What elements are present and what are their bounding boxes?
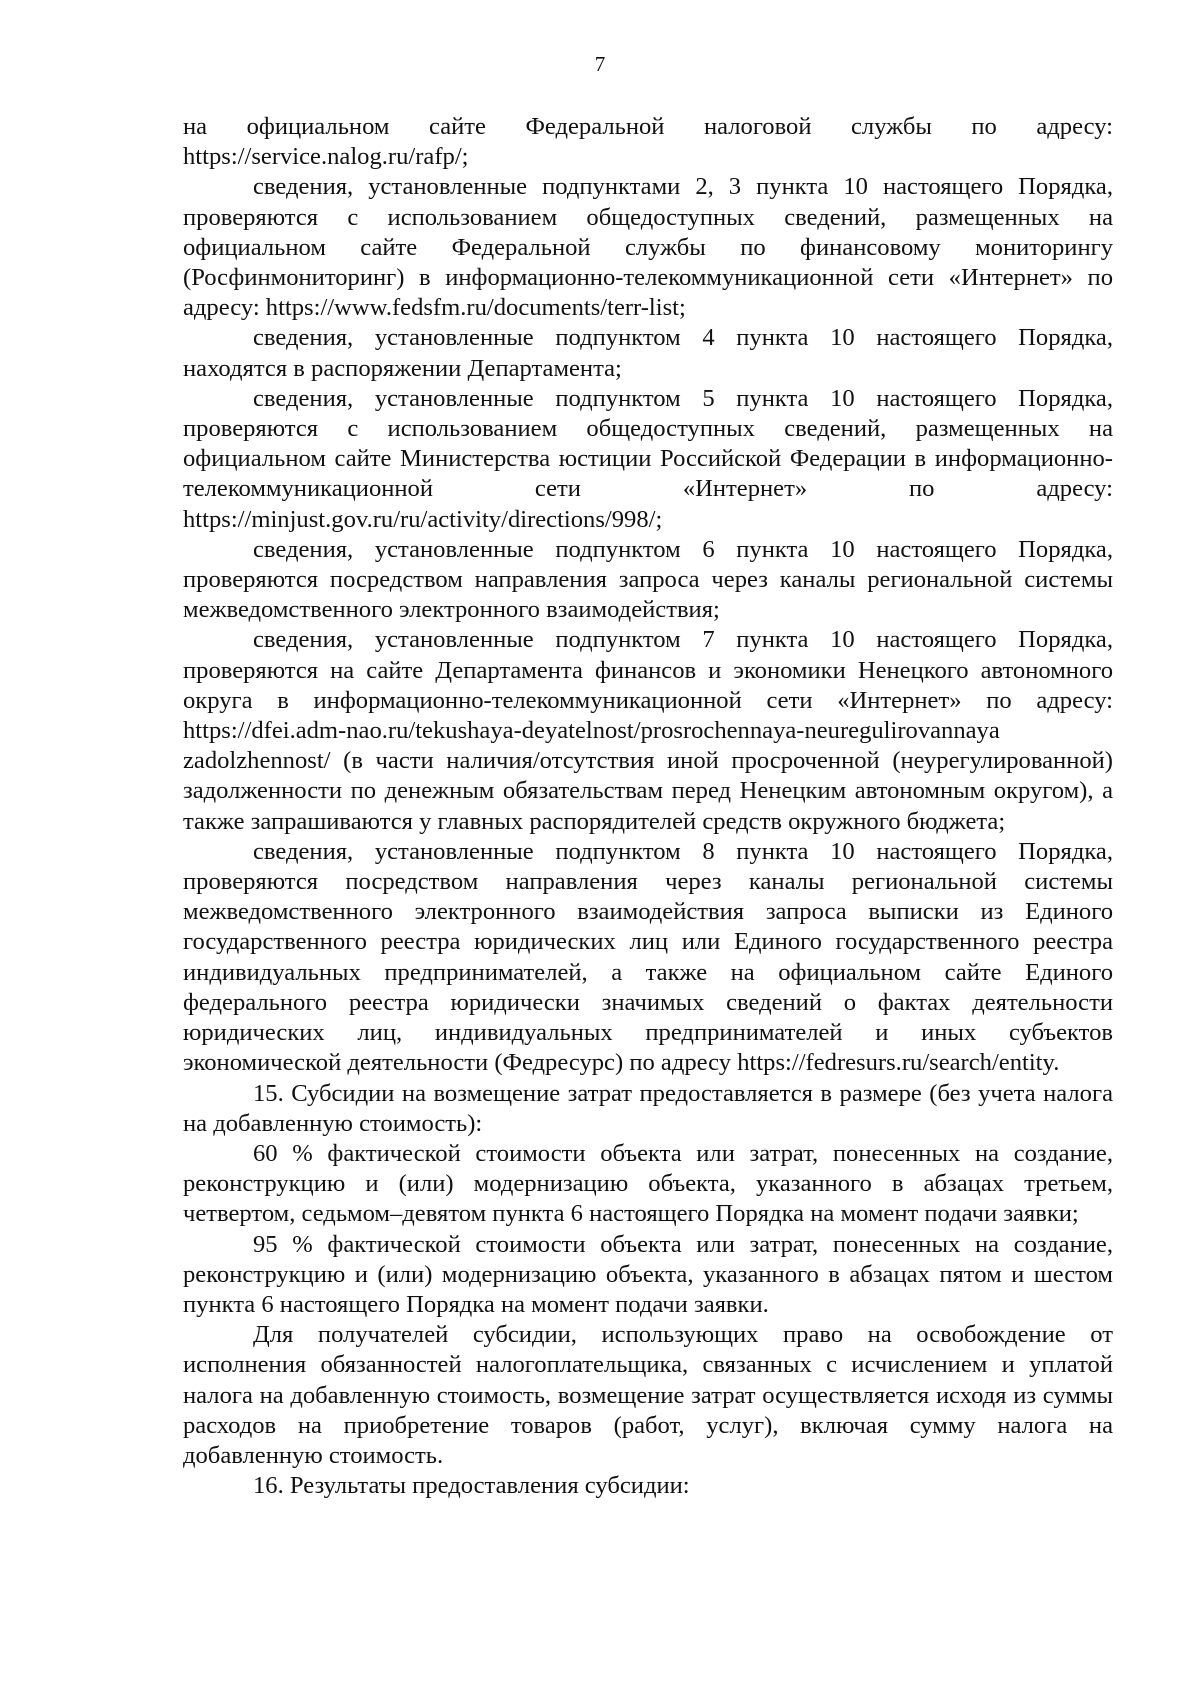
paragraph-registry-extract-check: сведения, установленные подпунктом 8 пункта 10 настоящего Порядка, проверяются посредством направления через каналы региональной системы межведомственного электронного взаимодействия запроса выписки из Единого государственного реестра юридических лиц или Единого государственного реестра индивидуальных предпринимателей, а также на официальном сайте Единого федерального реестра юридически значимых сведений о фактах деятельности юридических лиц, индивидуальных предпринимателей и иных субъектов экономической деятельности (Федресурс) по адресу https://fedresurs.ru/search/entity. [183, 837, 1113, 1077]
document-body [183, 112, 1113, 1501]
paragraph-rosfinmonitoring-check: сведения, установленные подпунктами 2, 3 пункта 10 настоящего Порядка, проверяются с использованием общедоступных сведений, размещенных на официальном сайте Федеральной службы по финансовому мониторингу (Росфинмониторинг) в информационно-телекоммуникационной сети «Интернет» по адресу: https://www.fedsfm.ru/documents/terr-list; [183, 173, 1113, 322]
paragraph-item-15-subsidy-size: 15. Субсидии на возмещение затрат предоставляется в размере (без учета налога на добавленную стоимость): [183, 1079, 1113, 1137]
paragraph-vat-exemption: Для получателей субсидии, использующих право на освобождение от исполнения обязанностей налогоплательщика, связанных с исчислением и уплатой налога на добавленную стоимость, возмещение затрат осуществляется исходя из суммы расходов на приобретение товаров (работ, услуг), включая сумму налога на добавленную стоимость. [183, 1321, 1113, 1469]
paragraph-60-percent: 60 % фактической стоимости объекта или затрат, понесенных на создание, реконструкцию и (или) модернизацию объекта, указанного в абзацах третьем, четвертом, седьмом–девятом пункта 6 настоящего Порядка на момент подачи заявки; [183, 1139, 1113, 1228]
paragraph-minjust-check: сведения, установленные подпунктом 5 пункта 10 настоящего Порядка, проверяются с использованием общедоступных сведений, размещенных на официальном сайте Министерства юстиции Российской Федерации в информационно-телекоммуникационной сети «Интернет» по адресу: https://minjust.gov.ru/ru/activity/directions/998/; [183, 384, 1113, 533]
paragraph-95-percent: 95 % фактической стоимости объекта или затрат, понесенных на создание, реконструкцию и (или) модернизацию объекта, указанного в абзацах пятом и шестом пункта 6 настоящего Порядка на момент подачи заявки. [183, 1230, 1113, 1318]
paragraph-item-16-results: 16. Результаты предоставления субсидии: [253, 1472, 690, 1500]
paragraph-department-records: сведения, установленные подпунктом 4 пункта 10 настоящего Порядка, находятся в распоряжении Департамента; [183, 324, 1113, 382]
paragraph-tax-service-address: на официальном сайте Федеральной налоговой службы по адресу: https://service.nalog.ru/rafp/; [183, 113, 1113, 171]
paragraph-interagency-request: сведения, установленные подпунктом 6 пункта 10 настоящего Порядка, проверяются посредством направления запроса через каналы региональной системы межведомственного электронного взаимодействия; [183, 535, 1113, 624]
page-number: 7 [594, 52, 606, 76]
paragraph-finance-department-check: сведения, установленные подпунктом 7 пункта 10 настоящего Порядка, проверяются на сайте Департамента финансов и экономики Ненецкого автономного округа в информационно-телекоммуникационной сети «Интернет» по адресу: https://dfei.adm-nao.ru/tekushaya-deyatelnost/prosrochennaya-neuregulirovannaya zadolzhennost/ (в части наличия/отсутствия иной просроченной (неурегулированной) задолженности по денежным обязательствам перед Ненецким автономным округом), а также запрашиваются у главных распорядителей средств окружного бюджета; [183, 626, 1113, 835]
